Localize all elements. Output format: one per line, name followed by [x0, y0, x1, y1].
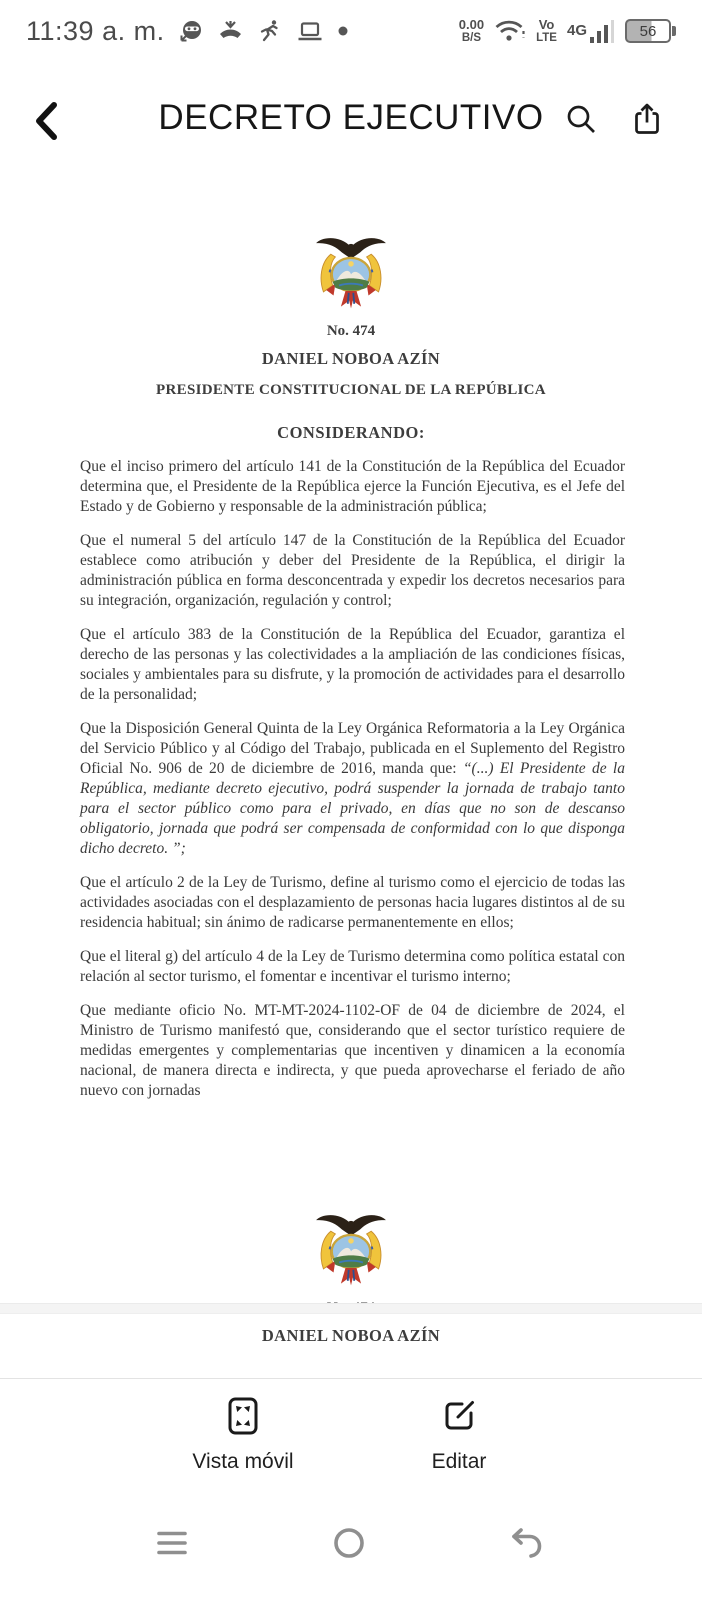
data-rate: 0.00 B/S: [458, 17, 485, 44]
menu-icon: [157, 1529, 187, 1562]
document-viewport[interactable]: [0, 166, 702, 1378]
edit-icon: [439, 1396, 479, 1441]
decree-author: DANIEL NOBOA AZÍN: [261, 349, 441, 368]
home-icon: [333, 1527, 365, 1564]
edit-button[interactable]: [394, 1396, 524, 1474]
decree-paragraph: Que el artículo 2 de la Ley de Turismo, define al turismo como el ejercicio de todas las actividades asociadas con el desplazamiento de personas hacia lugares distintos al de su residencia habitual; sin ánimo de radicarse permanentemente en ellos;: [80, 874, 625, 931]
document-page-1: [0, 166, 702, 1137]
search-icon: [564, 102, 598, 141]
mobile-view-button[interactable]: [178, 1396, 308, 1474]
volte-indicator: Vo LTE: [536, 17, 557, 44]
decree-author: DANIEL NOBOA AZÍN: [261, 1326, 441, 1345]
decree-paragraph: Que mediante oficio No. MT-MT-2024-1102-OF de 04 de diciembre de 2024, el Ministro de Turismo manifestó que, considerando que el sector turístico requiere de medidas emergentes y complementarias que incentiven y dinamicen a la economía nacional, de manera directa e indirecta, y que pueda aprovecharse el feriado de año nuevo con jornadas: [80, 1002, 625, 1099]
ecuador-coat-of-arms-icon: [305, 1211, 397, 1290]
mobile-view-label: Vista móvil: [192, 1449, 294, 1473]
ecuador-coat-of-arms-icon: [305, 234, 397, 313]
decree-paragraph: Que el numeral 5 del artículo 147 de la Constitución de la República del Ecuador establece como atribución y deber del Presidente de la República, el dirigir la administración pública en forma desconcentrada y expedir los decretos necesarios para su integración, organización, regulación y control;: [80, 532, 625, 609]
search-button[interactable]: [562, 102, 600, 140]
decree-paragraph: Que el literal g) del artículo 4 de la Ley de Turismo determina como política estatal con relación al sector turismo, el fomentar e incentivar el turismo interno;: [80, 948, 625, 985]
decree-section-heading: CONSIDERANDO:: [277, 423, 425, 442]
share-icon: [630, 102, 664, 141]
decree-quote-italic: “(...) El Presidente de la República, mediante decreto ejecutivo, podrá suspender la jornada de trabajo tanto para el sector público como para el privado, en días que no son de descanso obligatorio, jornada que podrá ser compensada de conformidad con lo que disponga dicho decreto. ”;: [80, 760, 625, 857]
mobile-view-icon: [223, 1396, 263, 1441]
signal-bars-icon: [589, 17, 615, 45]
back-nav-icon: [509, 1527, 543, 1564]
notification-dot-icon: [338, 26, 348, 36]
running-person-icon: [258, 19, 282, 43]
battery-nub: [672, 26, 676, 36]
laptop-icon: [297, 21, 323, 42]
decree-author-title: PRESIDENTE CONSTITUCIONAL DE LA REPÚBLICA: [156, 382, 546, 398]
status-bar: [0, 0, 702, 62]
decree-paragraph: Que la Disposición General Quinta de la Ley Orgánica Reformatoria a la Ley Orgánica del Servicio Público y al Código del Trabajo, publicada en el Suplemento del Registro Oficial No. 906 de 20 de diciembre de 2016, manda que: “(...) El Presidente de la República, mediante decreto ejecutivo, podrá suspender la jornada de trabajo tanto para el sector público como para el privado, en días que no son de descanso obligatorio, jornada que podrá ser compensada de conformidad con lo que disponga dicho decreto. ”;: [80, 720, 625, 857]
share-button[interactable]: [628, 102, 666, 140]
clock: 11:39 a. m.: [26, 15, 165, 46]
face-notification-icon: [180, 20, 203, 43]
missed-call-icon: [218, 20, 243, 42]
bottom-toolbar: [0, 1378, 702, 1490]
battery-percent: 56: [639, 22, 657, 40]
decree-paragraph: Que el artículo 383 de la Constitución de la República del Ecuador, garantiza el derecho de las personas y las colectividades a la ampliación de las condiciones físicas, sociales y ambientales para su disfrute, y la promoción de actividades para el desarrollo de la personalidad;: [80, 626, 625, 703]
page-title: DECRETO EJECUTIVO: [158, 98, 544, 137]
network-type-label: 4G: [566, 22, 587, 39]
edit-label: Editar: [431, 1449, 487, 1473]
app-header: [0, 80, 702, 166]
battery-icon: [625, 19, 671, 43]
recents-menu-button[interactable]: [152, 1525, 192, 1565]
back-nav-button[interactable]: [506, 1525, 546, 1565]
decree-body: [0, 457, 702, 1101]
decree-paragraph: Que el inciso primero del artículo 141 de la Constitución de la República del Ecuador determina que, el Presidente de la República ejerce la Función Ejecutiva, es el Jefe del Estado y de Gobierno y responsable de la administración pública;: [80, 458, 625, 515]
home-button[interactable]: [329, 1525, 369, 1565]
battery-indicator: [625, 19, 676, 43]
android-navigation-bar: [0, 1490, 702, 1600]
wifi-icon: [494, 18, 526, 44]
signal-indicator: [567, 17, 615, 45]
page-divider: [0, 1303, 702, 1314]
decree-number: No. 474: [326, 323, 376, 339]
document-page-2: [0, 1211, 702, 1346]
